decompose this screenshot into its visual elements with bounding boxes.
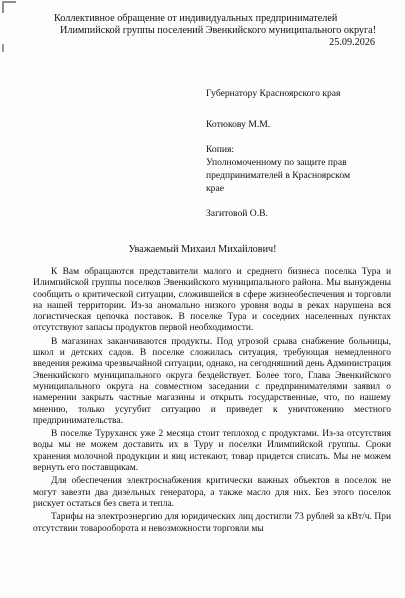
copy-recipient-line-1: Уполномоченному по защите прав xyxy=(206,157,347,168)
header-line-1: Коллективное обращение от индивидуальных предпринимателей xyxy=(54,13,338,24)
recipient-name: Котюкову М.М. xyxy=(206,119,271,130)
letter-date: 25.09.2026 xyxy=(329,37,375,48)
greeting: Уважаемый Михаил Михайлович! xyxy=(128,244,277,255)
scan-corner-mark xyxy=(2,1,16,13)
copy-recipient-line-3: крае xyxy=(206,183,224,194)
paragraph: К Вам обращаются представители малого и среднего бизнеса поселка Тура и Илимпийской группы поселков Эвенкийского муниципального района. Мы вынуждены сообщить о критической ситуации, сложившейся в сфере жизнеобеспечения и торговли на нашей территории. Из-за аномально низкого уровня воды в реках нарушена вся логистическая цепочка поставок. В поселке Тура и соседних населенных пунктах отсутствуют запасы продуктов первой необходимости. xyxy=(33,267,391,334)
copy-recipient-name: Загитовой О.В. xyxy=(206,208,268,219)
paragraph: В магазинах заканчиваются продукты. Под угрозой срыва снабжение больницы, школ и детских садов. В поселке сложилась ситуация, требующая немедленного введения режима чрезвычайной ситуации, однако, на сегодняшний день Администрация Эвенкийского муниципального округа бездействует. Более того, Глава Эвенкийского муниципального округа на совместном заседании с предпринимателями заявил о намерении закрыть частные магазины и открыть государственные, что, по нашему мнению, только усугубит ситуацию и приведет к уничтожению местного предпринимательства. xyxy=(33,336,391,426)
recipient-title: Губернатору Красноярского края xyxy=(206,88,341,99)
paragraph: Тарифы на электроэнергию для юридических лиц достигли 73 рублей за кВт/ч. При отсутствии товарооборота и невозможности торговли мы xyxy=(33,512,391,534)
paragraph: В поселке Туруханск уже 2 месяца стоит теплоход с продуктами. Из-за отсутствия воды мы не можем доставить их в Туру и поселки Илимпийской группы. Сроки хранения молочной продукции и яиц истекают, товар придется списать. Мы не можем вернуть его поставщикам. xyxy=(33,429,391,474)
paragraph: Для обеспечения электроснабжения критически важных объектов в поселок не могут завезти два дизельных генератора, а также масло для них. Без этого поселок рискует остаться без света и тепла. xyxy=(33,476,391,509)
copy-recipient-line-2: предпринимателей в Красноярском xyxy=(206,170,351,181)
copy-label: Копия: xyxy=(206,144,235,155)
letter-body xyxy=(33,267,391,537)
scan-edge-mark xyxy=(2,44,4,52)
header-line-2: Илимпийской группы поселений Эвенкийского муниципального округа! xyxy=(60,25,377,36)
